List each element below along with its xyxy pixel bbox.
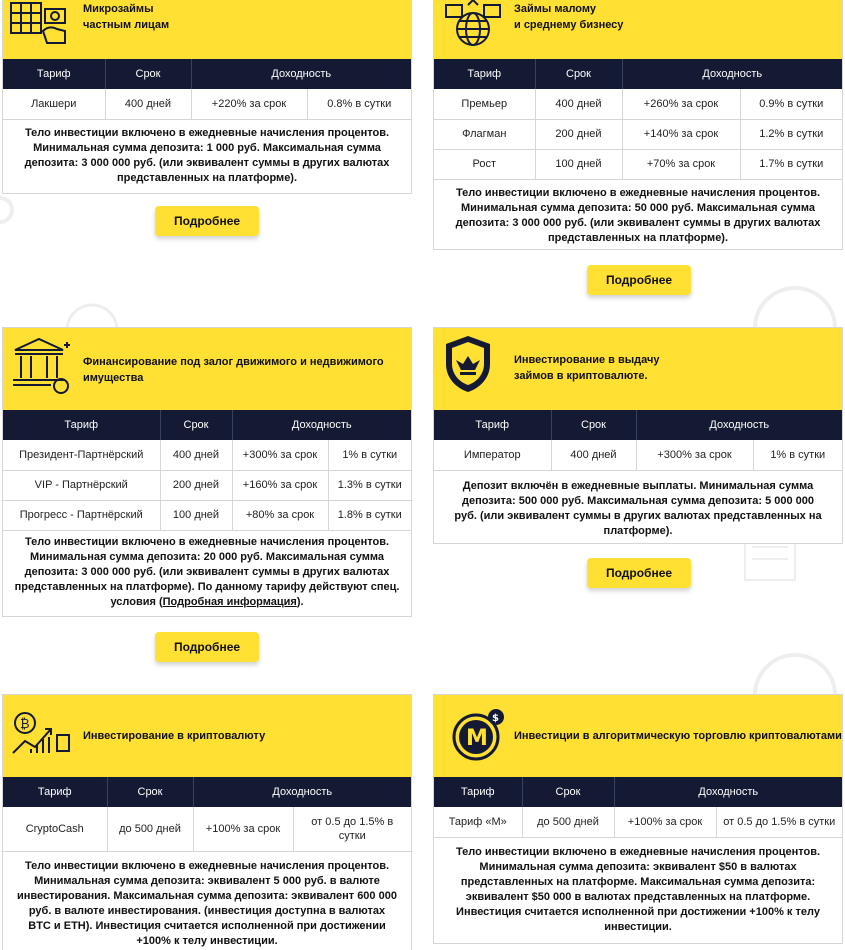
table-row — [3, 470, 411, 500]
m-coin-icon — [450, 707, 506, 763]
tariff-card-crypto-investment — [2, 694, 412, 950]
table-row — [3, 440, 411, 470]
table-row — [434, 89, 842, 119]
column-header-term: Срок — [160, 410, 232, 440]
card-title-line: и среднему бизнесу — [514, 19, 624, 31]
column-header-tariff: Тариф — [434, 59, 535, 89]
card-title-line: Микрозаймы — [83, 3, 154, 15]
tariff-daily-yield: 1% в сутки — [753, 440, 842, 470]
card-description: Тело инвестиции включено в ежедневные начисления процентов. Минимальная сумма депозита: эквивалент 5 000 руб. в валюте инвестирования. Максимальная сумма депозита: эквивалент 600 000 руб. в валюте инвестирования. (инвестиция доступна в валютах BTC и ETH). Инвестиция считается исполненной при достижении +100% к телу инвестиции. — [17, 859, 397, 947]
tariff-term: 200 дней — [160, 470, 232, 500]
card-title-line: имущества — [83, 372, 144, 384]
column-header-yield: Доходность — [636, 410, 842, 440]
card-title-line: Инвестирование в выдачу — [514, 354, 660, 366]
tariff-daily-yield: от 0.5 до 1.5% в сутки — [716, 807, 842, 837]
table-row — [434, 119, 842, 149]
tariff-term: 400 дней — [551, 440, 636, 470]
details-button[interactable]: Подробнее — [155, 632, 259, 662]
column-header-term: Срок — [522, 777, 614, 807]
tariff-name: Премьер — [434, 89, 535, 119]
tariff-name: CryptoCash — [3, 807, 107, 851]
card-description: Тело инвестиции включено в ежедневные начисления процентов. Минимальная сумма депозита: 1 000 руб. Максимальная сумма депозита: 3 000 000 руб. (или эквивалент суммы в других валютах представленных на платформе). — [24, 126, 390, 184]
tariff-name: Флагман — [434, 119, 535, 149]
tariff-name: Император — [434, 440, 551, 470]
tariff-table — [3, 410, 411, 531]
column-header-term: Срок — [535, 59, 622, 89]
tariff-daily-yield: 1.8% в сутки — [328, 500, 411, 530]
card-header — [434, 328, 842, 410]
tariff-name: Лакшери — [3, 89, 105, 119]
background-gear-icon — [0, 190, 14, 230]
table-row — [3, 89, 411, 119]
table-row — [3, 807, 411, 851]
table-row — [434, 149, 842, 179]
tariff-term: 200 дней — [535, 119, 622, 149]
column-header-term: Срок — [551, 410, 636, 440]
tariff-card-microloans — [2, 0, 412, 194]
description-end: ). — [296, 595, 304, 608]
tariff-total-yield: +100% за срок — [614, 807, 716, 837]
calculator-hand-icon — [9, 1, 71, 45]
card-title-line: займов в криптовалюте. — [514, 370, 648, 382]
tariff-total-yield: +160% за срок — [232, 470, 328, 500]
card-header — [3, 328, 411, 410]
bitcoin-chart-icon — [11, 709, 73, 757]
tariff-daily-yield: 1.2% в сутки — [740, 119, 842, 149]
details-button[interactable]: Подробнее — [155, 206, 259, 236]
tariff-card-algorithmic-trading — [433, 694, 843, 944]
card-header — [434, 0, 842, 59]
globe-briefcase-icon — [444, 0, 502, 47]
tariff-daily-yield: 1% в сутки — [328, 440, 411, 470]
tariff-term: до 500 дней — [522, 807, 614, 837]
tariff-total-yield: +300% за срок — [232, 440, 328, 470]
tariff-daily-yield: от 0.5 до 1.5% в сутки — [293, 807, 411, 851]
tariff-table — [434, 410, 842, 471]
tariff-table — [434, 777, 842, 838]
card-description: Тело инвестиции включено в ежедневные начисления процентов. Минимальная сумма депозита: эквивалент $50 в валютах представленных на платформе. Максимальная сумма депозита: эквивалент $50 000 в валютах представленных на платформе. Инвестиция считается исполненной при достижении +100% к телу инвестиции. — [455, 845, 821, 933]
card-description: Депозит включён в ежедневные выплаты. Минимальная сумма депозита: 500 000 руб. Максимальная сумма депозита: 5 000 000 руб. (или эквивалент суммы в других валютах представленных на платформе). — [454, 479, 822, 537]
tariff-name: Тариф «М» — [434, 807, 522, 837]
crown-shield-icon — [442, 334, 494, 394]
card-header — [434, 695, 842, 777]
tariff-name: Президент-Партнёрский — [3, 440, 160, 470]
card-title-line: Займы малому — [514, 3, 596, 15]
background-gear-icon — [745, 283, 845, 328]
tariff-term: 100 дней — [535, 149, 622, 179]
card-description — [3, 531, 411, 610]
table-row — [3, 500, 411, 530]
table-row — [434, 807, 842, 837]
card-header — [3, 695, 411, 777]
background-gear-icon — [62, 300, 122, 330]
tariff-table — [434, 59, 842, 180]
tariff-name: VIP - Партнёрский — [3, 470, 160, 500]
column-header-term: Срок — [107, 777, 193, 807]
column-header-tariff: Тариф — [3, 59, 105, 89]
card-title: Инвестирование в криптовалюту — [83, 730, 266, 742]
tariff-daily-yield: 1.3% в сутки — [328, 470, 411, 500]
column-header-term: Срок — [105, 59, 191, 89]
tariff-daily-yield: 0.9% в сутки — [740, 89, 842, 119]
svg-text:M: M — [466, 726, 488, 751]
tariff-card-business-loans — [433, 0, 843, 250]
card-header — [3, 0, 411, 59]
tariff-daily-yield: 1.7% в сутки — [740, 149, 842, 179]
tariff-total-yield: +140% за срок — [622, 119, 740, 149]
svg-text:$: $ — [492, 713, 499, 724]
bank-building-icon — [11, 336, 73, 394]
tariff-total-yield: +70% за срок — [622, 149, 740, 179]
svg-text:₿: ₿ — [20, 717, 30, 732]
tariff-total-yield: +260% за срок — [622, 89, 740, 119]
tariff-card-collateral-financing — [2, 327, 412, 617]
details-button[interactable]: Подробнее — [587, 558, 691, 588]
card-description: Тело инвестиции включено в ежедневные начисления процентов. Минимальная сумма депозита: 50 000 руб. Максимальная сумма депозита: 3 000 000 руб. (или эквивалент суммы в других валютах представленных на платформе). — [455, 186, 821, 244]
column-header-yield: Доходность — [622, 59, 842, 89]
tariff-total-yield: +100% за срок — [193, 807, 293, 851]
column-header-yield: Доходность — [191, 59, 411, 89]
tariff-table — [3, 777, 411, 852]
column-header-tariff: Тариф — [3, 777, 107, 807]
tariff-name: Рост — [434, 149, 535, 179]
tariff-total-yield: +80% за срок — [232, 500, 328, 530]
tariff-total-yield: +300% за срок — [636, 440, 753, 470]
column-header-yield: Доходность — [614, 777, 842, 807]
tariff-term: 400 дней — [160, 440, 232, 470]
background-gear-icon — [745, 650, 845, 695]
tariff-term: 400 дней — [105, 89, 191, 119]
tariff-name: Прогресс - Партнёрский — [3, 500, 160, 530]
tariff-daily-yield: 0.8% в сутки — [307, 89, 411, 119]
tariff-table — [3, 59, 411, 120]
column-header-yield: Доходность — [232, 410, 411, 440]
card-title: Инвестиции в алгоритмическую торговлю криптовалютами — [514, 730, 842, 742]
column-header-tariff: Тариф — [3, 410, 160, 440]
column-header-yield: Доходность — [193, 777, 411, 807]
description-text: Тело инвестиции включено в ежедневные начисления процентов. Минимальная сумма депозита: 20 000 руб. Максимальная сумма депозита: 3 000 000 руб. (или эквивалент суммы в других валютах представленных на платформе). По данному тарифу действуют спец. условия ( — [14, 535, 400, 608]
card-title-line: частным лицам — [83, 19, 170, 31]
card-title-line: Финансирование под залог движимого и недвижимого — [83, 356, 384, 368]
details-button[interactable]: Подробнее — [587, 265, 691, 295]
tariff-term: до 500 дней — [107, 807, 193, 851]
tariff-card-crypto-loans — [433, 327, 843, 544]
tariff-term: 400 дней — [535, 89, 622, 119]
column-header-tariff: Тариф — [434, 410, 551, 440]
table-row — [434, 440, 842, 470]
detailed-info-link[interactable]: Подробная информация — [162, 595, 297, 608]
tariff-term: 100 дней — [160, 500, 232, 530]
column-header-tariff: Тариф — [434, 777, 522, 807]
tariff-total-yield: +220% за срок — [191, 89, 307, 119]
